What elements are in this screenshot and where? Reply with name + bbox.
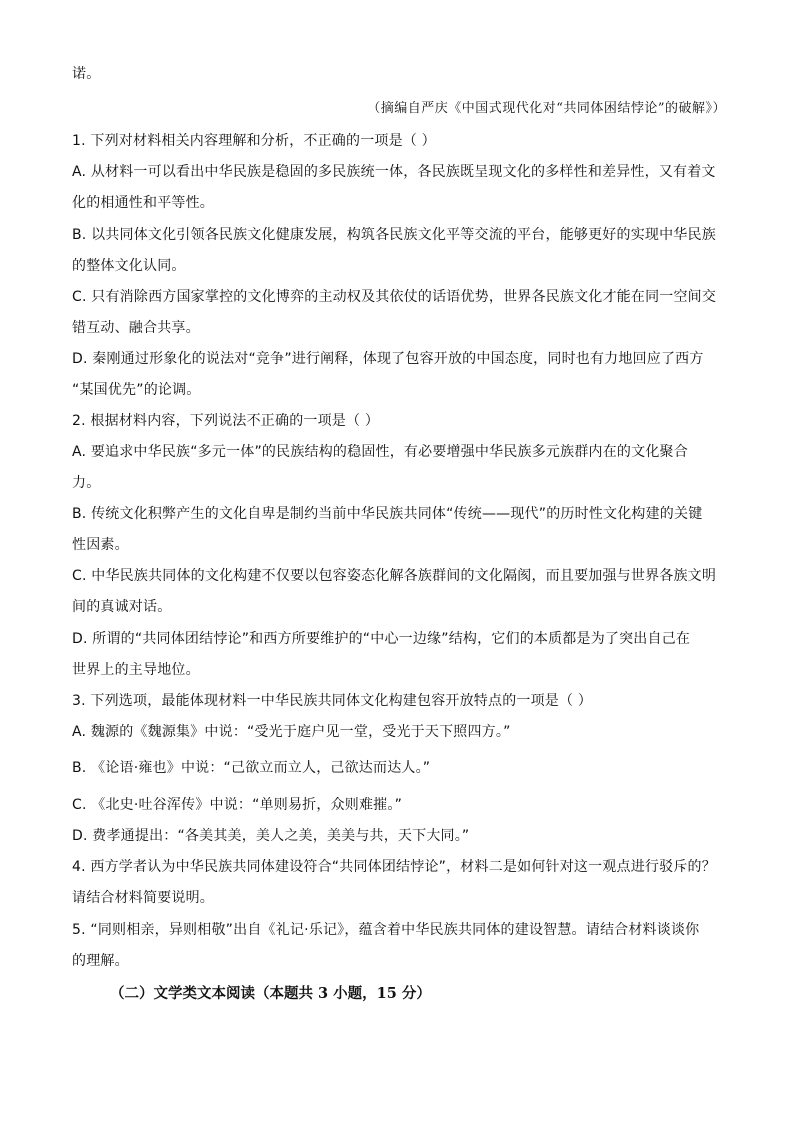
question-1-option-d-line-1: D. 秦刚通过形象化的说法对“竞争”进行阐释，体现了包容开放的中国态度，同时也有力地回应了西方 [72, 351, 704, 367]
question-3-stem: 3. 下列选项，最能体现材料一中华民族共同体文化构建包容开放特点的一项是（ ） [72, 693, 593, 709]
question-1-option-d-line-2: “某国优先”的论调。 [72, 382, 201, 398]
question-2-option-c-line-2: 间的真诚对话。 [72, 599, 172, 615]
question-2-option-d-line-2: 世界上的主导地位。 [72, 662, 200, 678]
question-3-option-d: D. 费孝通提出：“各美其美，美人之美，美美与共，天下大同。” [72, 828, 470, 844]
question-1-option-b-line-1: B. 以共同体文化引领各民族文化健康发展，构筑各民族文化平等交流的平台，能够更好的实现中华民族 [72, 227, 716, 243]
question-5-line-2: 的理解。 [72, 953, 129, 969]
question-2-option-d-line-1: D. 所谓的“共同体团结悖论”和西方所要维护的“中心一边缘”结构，它们的本质都是为了突出自己在 [72, 631, 691, 647]
section-heading: （二）文学类文本阅读（本题共 3 小题，15 分） [110, 985, 431, 1002]
question-1-option-b-line-2: 的整体文化认同。 [72, 258, 186, 274]
question-2-option-a-line-1: A. 要追求中华民族“多元一体”的民族结构的稳固性，有必要增强中华民族多元族群内在的文化聚合 [72, 444, 688, 460]
continuation-text: 诺。 [72, 66, 101, 82]
question-2-option-a-line-2: 力。 [72, 475, 101, 491]
question-5-line-1: 5. “同则相亲，异则相敬”出自《礼记·乐记》，蕴含着中华民族共同体的建设智慧。请结合材料谈谈你 [72, 922, 700, 938]
question-4-line-2: 请结合材料简要说明。 [72, 890, 214, 906]
source-citation: （摘编自严庆《中国式现代化对“共同体困结悖论”的破解》） [367, 101, 726, 116]
question-2-stem: 2. 根据材料内容，下列说法不正确的一项是（ ） [72, 413, 380, 429]
question-3-option-a: A. 魏源的《魏源集》中说：“受光于庭户见一堂，受光于天下照四方。” [72, 724, 511, 740]
question-2-option-c-line-1: C. 中华民族共同体的文化构建不仅要以包容姿态化解各族群间的文化隔阂，而且要加强与世界各族文明 [72, 568, 717, 584]
question-3-option-b: B. 《论语·雍也》中说：“己欲立而立人，己欲达而达人。” [72, 760, 431, 776]
question-1-option-a-line-2: 化的相通性和平等性。 [72, 195, 214, 211]
question-1-option-c-line-1: C. 只有消除西方国家掌控的文化博弈的主动权及其依仗的话语优势，世界各民族文化才能在同一空间交 [72, 289, 717, 305]
question-2-option-b-line-1: B. 传统文化积弊产生的文化自卑是制约当前中华民族共同体“传统——现代”的历时性文化构建的关键 [72, 506, 703, 522]
question-4-line-1: 4. 西方学者认为中华民族共同体建设符合“共同体团结悖论”，材料二是如何针对这一观点进行驳斥的？ [72, 859, 716, 875]
question-1-stem: 1. 下列对材料相关内容理解和分析，不正确的一项是（ ） [72, 133, 436, 149]
question-2-option-b-line-2: 性因素。 [72, 537, 129, 553]
question-1-option-c-line-2: 错互动、融合共享。 [72, 320, 200, 336]
question-3-option-c: C. 《北史·吐谷浑传》中说：“单则易折，众则难摧。” [72, 797, 403, 813]
question-1-option-a-line-1: A. 从材料一可以看出中华民族是稳固的多民族统一体，各民族既呈现文化的多样性和差异性，又有着文 [72, 164, 716, 180]
